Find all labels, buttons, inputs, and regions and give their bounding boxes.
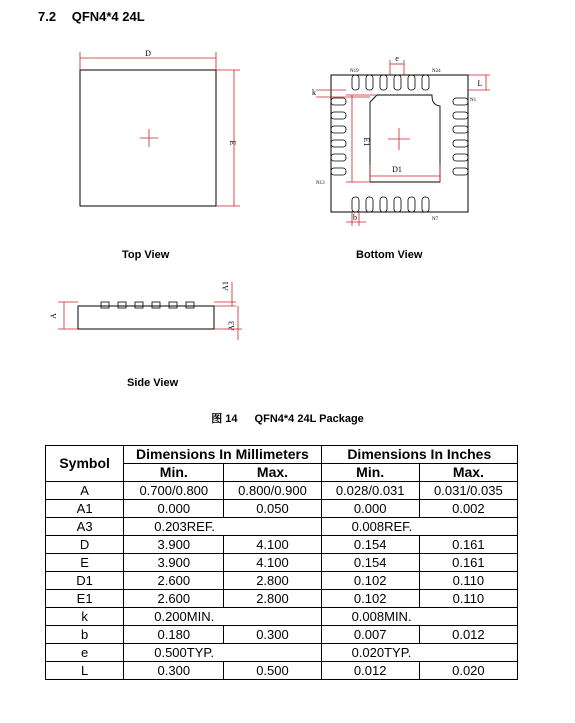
table-cell: A	[46, 482, 124, 500]
figure-caption	[0, 410, 575, 426]
table-cell: 3.900	[124, 536, 224, 554]
table-cell: 0.020	[419, 662, 517, 680]
header-inch: Dimensions In Inches	[321, 446, 517, 464]
table-cell: 0.154	[321, 536, 419, 554]
table-cell: 0.110	[419, 590, 517, 608]
table-cell: b	[46, 626, 124, 644]
pin-label-n24: N24	[432, 69, 441, 74]
table-cell: 0.110	[419, 572, 517, 590]
section-title: QFN4*4 24L	[71, 9, 145, 24]
table-cell: E1	[46, 590, 124, 608]
table-row	[46, 518, 518, 536]
table-cell: 0.031/0.035	[419, 482, 517, 500]
table-cell: 0.154	[321, 554, 419, 572]
table-cell: 0.500	[224, 662, 321, 680]
table-cell: 0.800/0.900	[224, 482, 321, 500]
table-cell: D1	[46, 572, 124, 590]
bottom-view-caption: Bottom View	[356, 249, 423, 261]
header-symbol: Symbol	[46, 446, 124, 482]
table-cell: e	[46, 644, 124, 662]
top-view	[80, 49, 240, 206]
table-cell: 0.012	[419, 626, 517, 644]
table-cell: 2.800	[224, 590, 321, 608]
bottom-label-b: b	[353, 213, 357, 222]
table-cell: 0.020TYP.	[321, 644, 517, 662]
table-row	[46, 500, 518, 518]
table-row	[46, 662, 518, 680]
table-cell: 0.700/0.800	[124, 482, 224, 500]
bottom-label-l: L	[477, 79, 483, 88]
table-cell: 3.900	[124, 554, 224, 572]
dimensions-table-body	[46, 482, 518, 680]
table-cell: 0.161	[419, 554, 517, 572]
figure-number: 图 14	[211, 413, 238, 425]
table-row	[46, 572, 518, 590]
pin-label-n1: N1	[470, 98, 477, 103]
top-label-e: E	[228, 140, 237, 146]
table-cell: 4.100	[224, 536, 321, 554]
bottom-label-k: k	[312, 88, 316, 97]
pin-label-n19: N19	[350, 69, 359, 74]
dimensions-table	[45, 445, 518, 680]
table-cell: 2.600	[124, 590, 224, 608]
header-mm-max: Max.	[224, 464, 321, 482]
table-cell: 0.102	[321, 572, 419, 590]
table-row	[46, 644, 518, 662]
side-view-body	[78, 306, 214, 329]
table-cell: 0.008MIN.	[321, 608, 517, 626]
table-cell: 0.180	[124, 626, 224, 644]
side-view-caption: Side View	[127, 377, 179, 389]
table-cell: k	[46, 608, 124, 626]
side-label-a: A	[49, 313, 58, 319]
header-mm: Dimensions In Millimeters	[124, 446, 321, 464]
bottom-label-d1: D1	[392, 165, 402, 174]
table-row	[46, 590, 518, 608]
bottom-label-e1: E1	[362, 137, 371, 147]
bottom-view-body	[331, 75, 468, 212]
table-row	[46, 482, 518, 500]
table-row	[46, 536, 518, 554]
table-cell: 2.800	[224, 572, 321, 590]
bottom-label-e: e	[395, 54, 399, 63]
bottom-view	[312, 54, 490, 226]
header-mm-min: Min.	[124, 464, 224, 482]
table-cell: 0.002	[419, 500, 517, 518]
table-cell: 0.203REF.	[124, 518, 321, 536]
figure-title: QFN4*4 24L Package	[254, 413, 364, 425]
table-cell: A3	[46, 518, 124, 536]
table-cell: 0.300	[224, 626, 321, 644]
side-view	[49, 281, 242, 340]
table-cell: 4.100	[224, 554, 321, 572]
section-number: 7.2	[38, 9, 57, 24]
table-cell: 0.028/0.031	[321, 482, 419, 500]
side-label-a3: A3	[227, 321, 236, 331]
pin-label-n13: N13	[316, 181, 325, 186]
table-cell: E	[46, 554, 124, 572]
table-row	[46, 554, 518, 572]
table-cell: 0.500TYP.	[124, 644, 321, 662]
table-cell: 0.000	[124, 500, 224, 518]
table-cell: 0.012	[321, 662, 419, 680]
exposed-pad	[370, 95, 440, 182]
table-row	[46, 626, 518, 644]
table-cell: 0.200MIN.	[124, 608, 321, 626]
table-cell: 0.161	[419, 536, 517, 554]
table-cell: 0.007	[321, 626, 419, 644]
table-cell: 0.300	[124, 662, 224, 680]
table-cell: A1	[46, 500, 124, 518]
top-view-caption: Top View	[122, 249, 170, 261]
table-cell: 0.050	[224, 500, 321, 518]
pin-label-n7: N7	[432, 217, 439, 222]
table-cell: 0.000	[321, 500, 419, 518]
table-cell: L	[46, 662, 124, 680]
header-in-min: Min.	[321, 464, 419, 482]
top-label-d: D	[145, 49, 151, 58]
table-cell: D	[46, 536, 124, 554]
header-in-max: Max.	[419, 464, 517, 482]
side-label-a1: A1	[221, 281, 230, 291]
table-cell: 0.008REF.	[321, 518, 517, 536]
table-row	[46, 608, 518, 626]
table-cell: 0.102	[321, 590, 419, 608]
table-cell: 2.600	[124, 572, 224, 590]
